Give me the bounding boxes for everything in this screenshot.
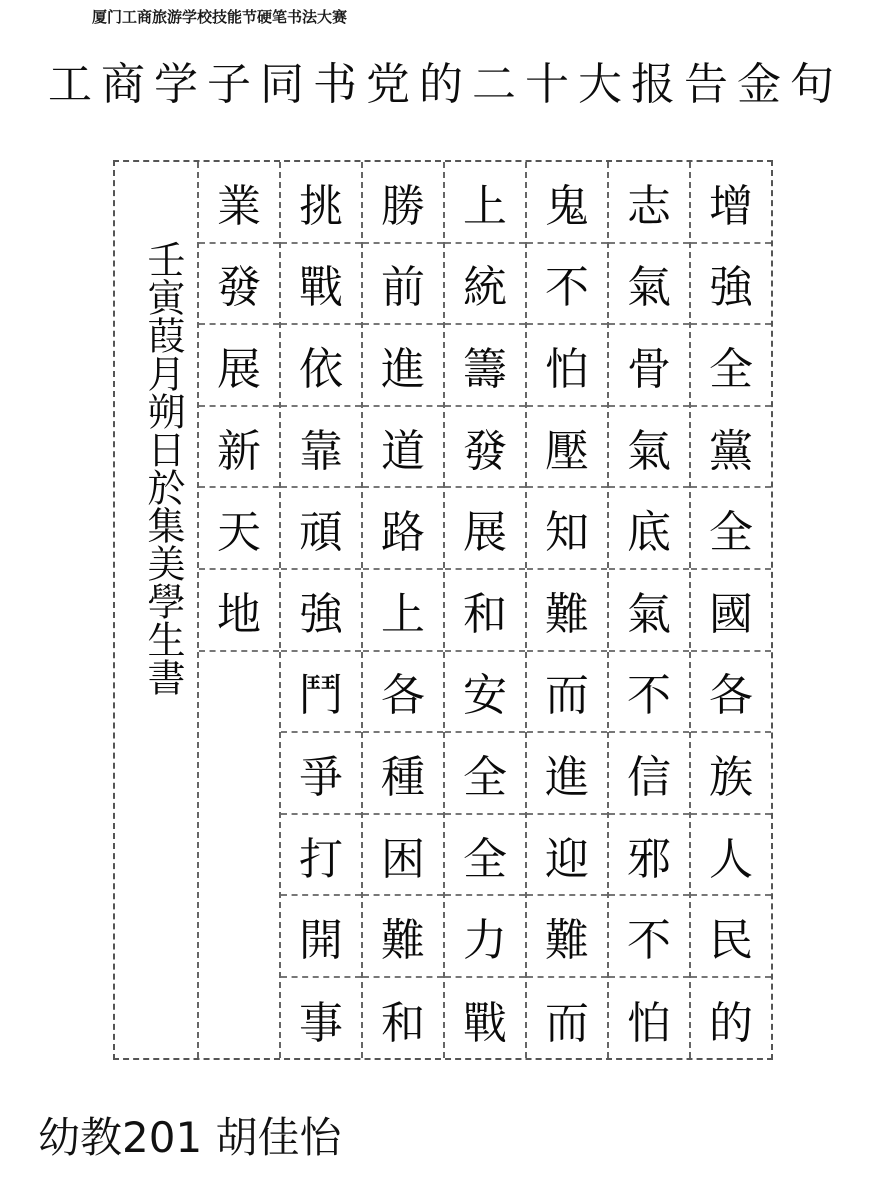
- grid-cell: 增: [691, 162, 771, 244]
- grid-cell: 打: [281, 815, 361, 897]
- grid-cell: 和: [445, 570, 525, 652]
- grid-cell: 知: [527, 488, 607, 570]
- grid-cell: 氣: [609, 244, 689, 326]
- grid-cell: 骨: [609, 325, 689, 407]
- grid-cell: 路: [363, 488, 443, 570]
- calligraphy-grid: [113, 160, 773, 1060]
- grid-cell: 困: [363, 815, 443, 897]
- grid-cell: 難: [363, 896, 443, 978]
- grid-cell: 強: [691, 244, 771, 326]
- grid-cell: 戰: [463, 997, 507, 1049]
- grid-cell: 爭: [281, 733, 361, 815]
- grid-cell: 勝: [363, 162, 443, 244]
- grid-cell: 發: [199, 244, 279, 326]
- grid-cell: 全: [691, 325, 771, 407]
- grid-cell: 地: [199, 570, 279, 652]
- grid-cell: 進: [527, 733, 607, 815]
- grid-cell: 種: [363, 733, 443, 815]
- author-label: 幼教201 胡佳怡: [38, 1113, 342, 1162]
- grid-cell: 靠: [281, 407, 361, 489]
- grid-cell: 道: [363, 407, 443, 489]
- grid-cell: 新: [199, 407, 279, 489]
- grid-cell: 鬼: [527, 162, 607, 244]
- grid-cell: 業: [199, 162, 279, 244]
- grid-cell: 而: [545, 997, 589, 1049]
- grid-cell: 民: [691, 896, 771, 978]
- grid-cell: 安: [445, 652, 525, 734]
- grid-cell: 全: [445, 733, 525, 815]
- grid-cell: 上: [363, 570, 443, 652]
- grid-cell: 依: [281, 325, 361, 407]
- grid-cell: 頑: [281, 488, 361, 570]
- competition-header: 厦门工商旅游学校技能节硬笔书法大赛: [92, 8, 348, 26]
- grid-cell: 而: [527, 652, 607, 734]
- grid-cell: 挑: [281, 162, 361, 244]
- grid-column: [279, 162, 361, 1058]
- grid-cell: 底: [609, 488, 689, 570]
- grid-cell: 迎: [527, 815, 607, 897]
- grid-cell: 志: [609, 162, 689, 244]
- grid-cell: 壓: [527, 407, 607, 489]
- grid-cell: [199, 652, 279, 734]
- grid-cell: 統: [445, 244, 525, 326]
- grid-cell: 難: [527, 570, 607, 652]
- grid-cell: [199, 896, 279, 978]
- page-title: 工商学子同书党的二十大报告金句: [48, 59, 843, 110]
- grid-cell: 力: [445, 896, 525, 978]
- grid-cell: 氣: [609, 570, 689, 652]
- grid-cell: 進: [363, 325, 443, 407]
- grid-cell: 的: [709, 997, 753, 1049]
- grid-cell: 氣: [609, 407, 689, 489]
- grid-cell: 全: [691, 488, 771, 570]
- grid-cell: 天: [199, 488, 279, 570]
- grid-cell: 人: [691, 815, 771, 897]
- grid-cell: [199, 733, 279, 815]
- grid-cell: 前: [363, 244, 443, 326]
- grid-cell: 強: [281, 570, 361, 652]
- signature-column: [115, 162, 200, 1058]
- grid-cell: 信: [609, 733, 689, 815]
- grid-cell: 上: [445, 162, 525, 244]
- grid-cell: 不: [609, 896, 689, 978]
- grid-cell: 怕: [527, 325, 607, 407]
- grid-cell: 邪: [609, 815, 689, 897]
- grid-cell: 國: [691, 570, 771, 652]
- grid-cell: 怕: [627, 997, 671, 1049]
- grid-column: [607, 162, 689, 1058]
- grid-cell: 開: [281, 896, 361, 978]
- grid-cell: 不: [527, 244, 607, 326]
- grid-cell: [199, 978, 279, 1060]
- grid-cell: 全: [445, 815, 525, 897]
- grid-cell: 戰: [281, 244, 361, 326]
- grid-cell: 展: [445, 488, 525, 570]
- grid-column: [361, 162, 443, 1058]
- grid-cell: 各: [691, 652, 771, 734]
- signature-text: 壬寅葭月朔日於集美學生書: [141, 240, 185, 696]
- grid-column: [689, 162, 771, 1058]
- grid-cell: 籌: [445, 325, 525, 407]
- grid-cell: [199, 815, 279, 897]
- grid-cell: 不: [609, 652, 689, 734]
- grid-column: [525, 162, 607, 1058]
- grid-cell: 鬥: [281, 652, 361, 734]
- grid-cell: 各: [363, 652, 443, 734]
- grid-column: [443, 162, 525, 1058]
- grid-column: [197, 162, 279, 1058]
- grid-cell: 展: [199, 325, 279, 407]
- grid-cell: 事: [299, 997, 343, 1049]
- grid-cell: 難: [527, 896, 607, 978]
- grid-cell: 發: [445, 407, 525, 489]
- grid-cell: 黨: [691, 407, 771, 489]
- grid-cell: 和: [381, 997, 425, 1049]
- grid-cell: 族: [691, 733, 771, 815]
